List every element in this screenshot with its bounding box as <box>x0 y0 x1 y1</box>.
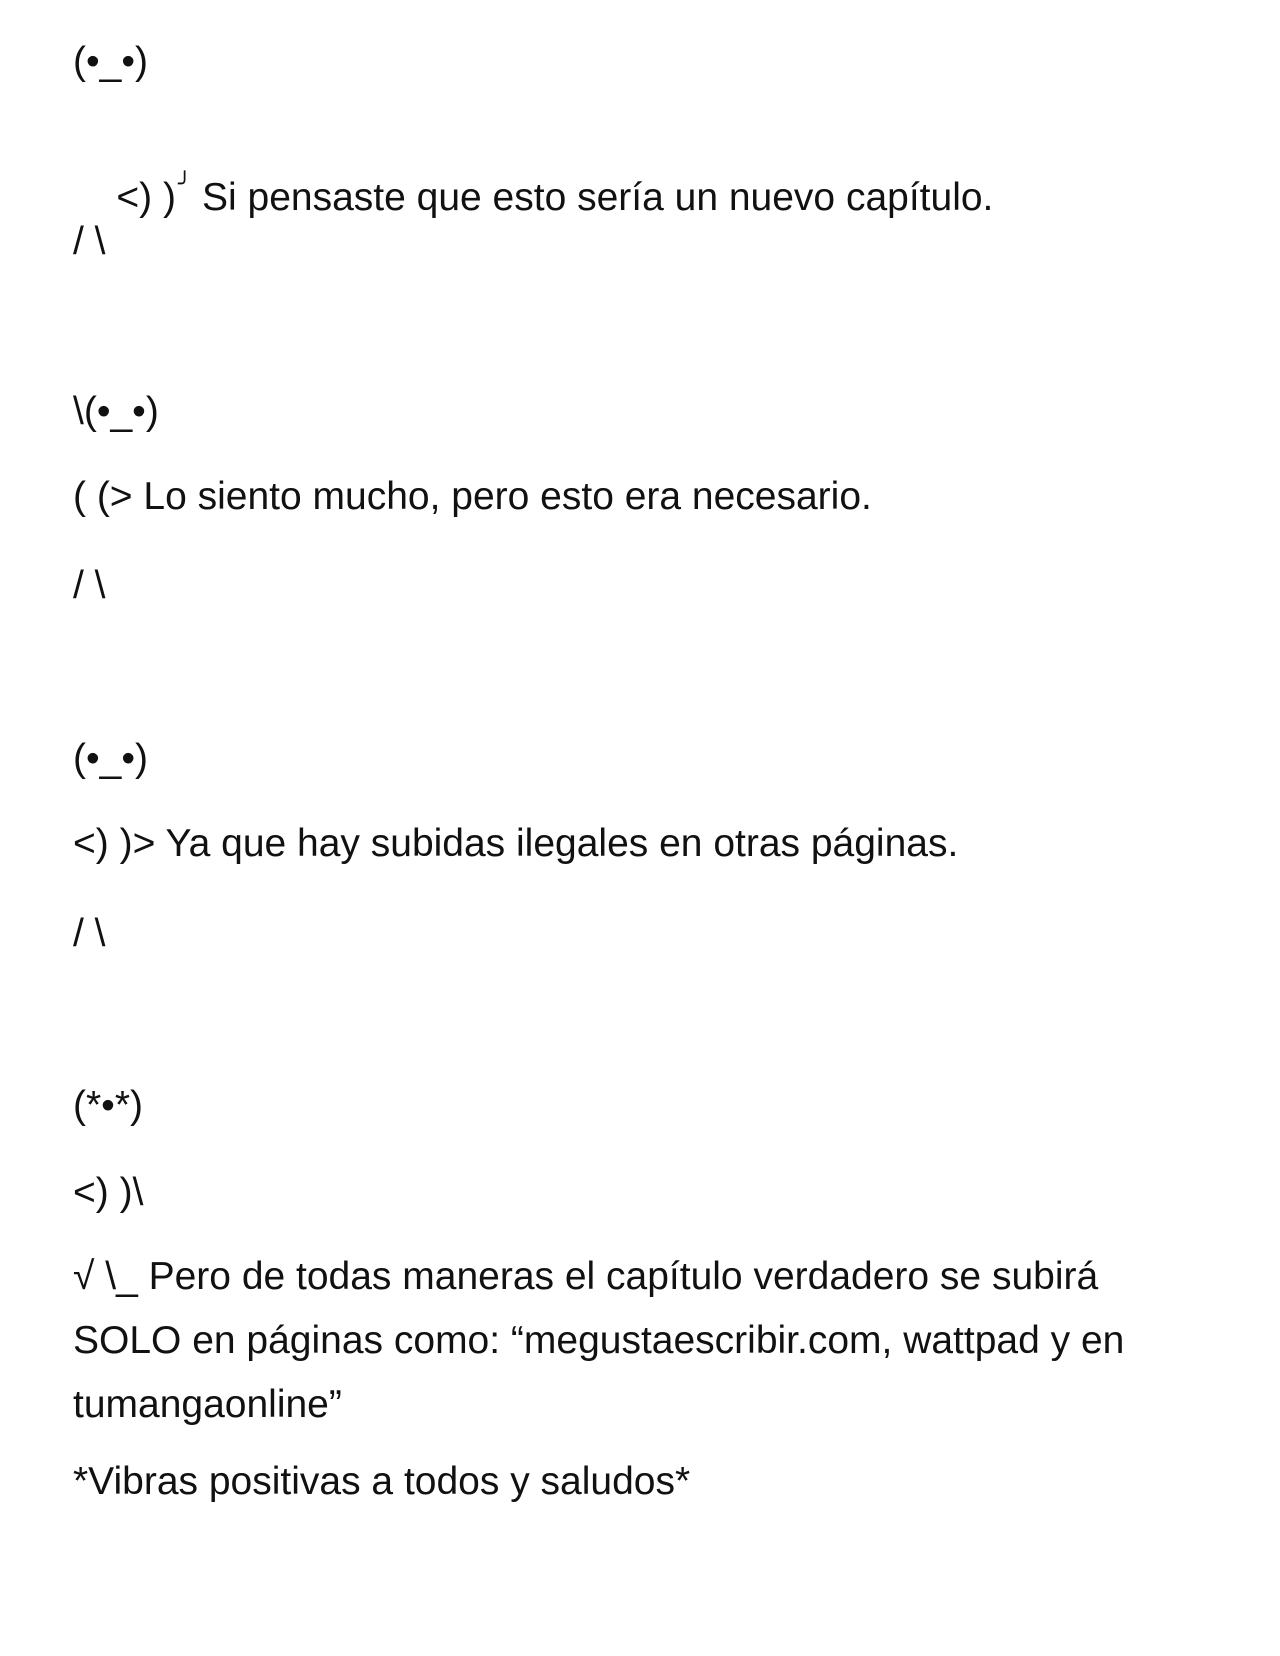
message-line-2: ( (> Lo siento mucho, pero esto era necesario. <box>73 475 872 518</box>
emoticon-body-1: <) ) <box>116 176 176 219</box>
message-line-3: <) )> Ya que hay subidas ilegales en otras páginas. <box>73 822 959 865</box>
closing-line: *Vibras positivas a todos y saludos* <box>73 1460 691 1503</box>
emoticon-hand-1: ╯ <box>177 171 192 196</box>
message-line-1: Si pensaste que esto sería un nuevo capítulo. <box>191 176 994 219</box>
emoticon-legs-1: / \ <box>73 220 106 263</box>
final-paragraph: √ \_ Pero de todas maneras el capítulo verdadero se subirá SOLO en páginas como: “megustaescribir.com, wattpad y en tumangaonline” <box>73 1255 1125 1426</box>
emoticon-body-line-1 <box>73 126 993 270</box>
emoticon-legs-3: / \ <box>73 912 106 955</box>
emoticon-face-3: (•_•) <box>73 737 148 780</box>
emoticon-face-1: (•_•) <box>73 40 148 83</box>
emoticon-face-2: \(•_•) <box>73 390 159 433</box>
emoticon-legs-2: / \ <box>73 564 106 607</box>
emoticon-face-4: (*•*) <box>73 1084 143 1127</box>
emoticon-body-4: <) )\ <box>73 1171 144 1214</box>
